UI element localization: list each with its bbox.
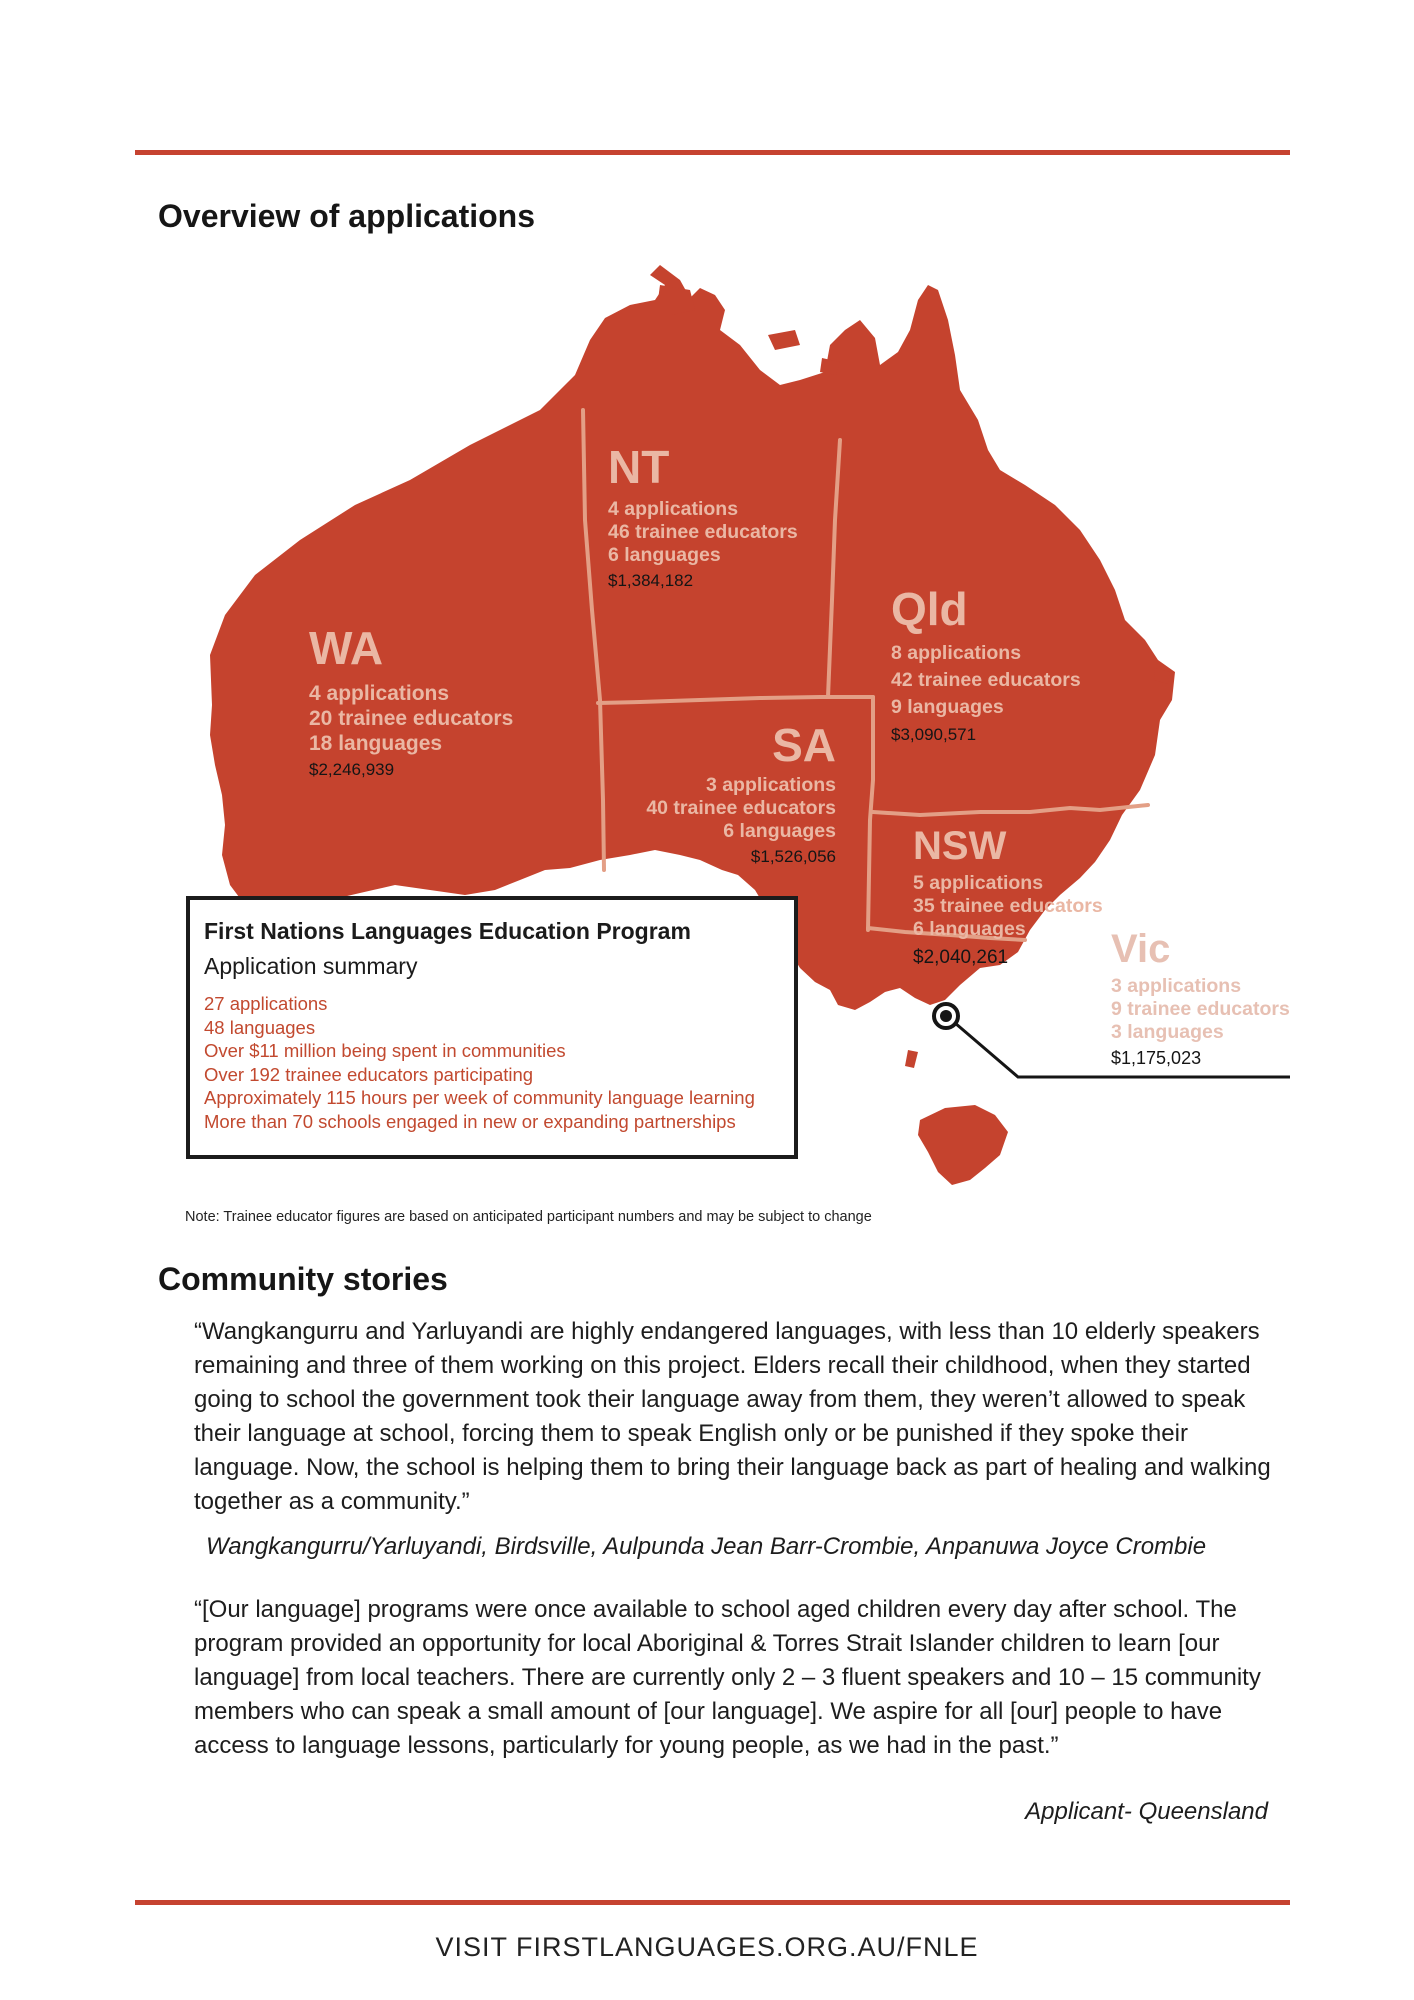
state-qld-languages: 9 languages <box>891 696 1004 718</box>
state-qld-abbr: Qld <box>891 583 968 635</box>
state-nsw-languages: 6 languages <box>913 918 1026 940</box>
summary-item: Over $11 million being spent in communities <box>204 1040 566 1061</box>
state-vic-abbr: Vic <box>1111 927 1171 971</box>
state-sa-abbr: SA <box>772 719 836 771</box>
state-wa-abbr: WA <box>309 622 384 674</box>
state-nt-funding: $1,384,182 <box>608 571 694 590</box>
tasmania-shape <box>918 1105 1008 1185</box>
state-nt-languages: 6 languages <box>608 544 721 566</box>
state-nt-abbr: NT <box>608 441 670 493</box>
summary-title: First Nations Languages Education Program <box>204 918 691 944</box>
section-title-community-stories: Community stories <box>158 1261 448 1297</box>
state-sa-applications: 3 applications <box>705 774 836 796</box>
summary-item: Over 192 trainee educators participating <box>204 1063 534 1085</box>
state-nsw-funding: $2,040,261 <box>913 947 1009 968</box>
state-nsw <box>913 826 1103 969</box>
application-summary-box <box>186 896 798 1159</box>
island-2 <box>768 330 800 350</box>
summary-item: Approximately 115 hours per week of community language learning <box>204 1087 755 1108</box>
section-title-overview: Overview of applications <box>158 198 535 234</box>
trainee-note: Note: Trainee educator figures are based on anticipated participant numbers and may be subject to change <box>185 1209 872 1225</box>
state-wa-funding: $2,246,939 <box>309 760 395 779</box>
state-vic-funding: $1,175,023 <box>1111 1048 1202 1068</box>
footer-website-link[interactable]: VISIT FIRSTLANGUAGES.ORG.AU/FNLE <box>435 1932 979 1962</box>
state-nsw-applications: 5 applications <box>913 872 1044 894</box>
story-quote-2: “[Our language] programs were once available to school aged children every day after school. The program provided an opportunity for local Aboriginal & Torres Strait Islander children to learn [our language] from local teachers. There are currently only 2 – 3 fluent speakers and 10 – 15 community members who can speak a small amount of [our language]. We aspire for all [our] people to have access to language lessons, particularly for young people, as we had in the past.” <box>194 1596 1261 1759</box>
state-qld-funding: $3,090,571 <box>891 725 977 744</box>
state-wa-educators: 20 trainee educators <box>309 707 514 730</box>
state-nsw-educators: 35 trainee educators <box>913 895 1103 917</box>
summary-item: More than 70 schools engaged in new or expanding partnerships <box>204 1110 736 1132</box>
state-qld-educators: 42 trainee educators <box>891 669 1081 691</box>
state-vic-applications: 3 applications <box>1111 975 1242 997</box>
state-sa-languages: 6 languages <box>723 820 836 842</box>
summary-subtitle: Application summary <box>204 953 418 979</box>
state-vic-languages: 3 languages <box>1111 1021 1224 1043</box>
state-nt <box>608 441 798 592</box>
state-sa-funding: $1,526,056 <box>750 847 836 866</box>
state-nt-applications: 4 applications <box>608 498 739 520</box>
summary-item: 48 languages <box>204 1016 316 1038</box>
state-nt-educators: 46 trainee educators <box>608 521 798 543</box>
island-4 <box>905 1050 918 1068</box>
story-attribution-2: Applicant- Queensland <box>1025 1798 1268 1825</box>
story-quote-1: “Wangkangurru and Yarluyandi are highly endangered languages, with less than 10 elderly speakers remaining and three of them working on this project. Elders recall their childhood, when they started going to school the government took their language away from them, they weren’t allowed to speak their language at school, forcing them to speak English only or be punished if they spoke their language. Now, the school is helping them to bring their language back as part of healing and walking together as a community.” <box>194 1318 1271 1515</box>
state-sa-educators: 40 trainee educators <box>646 797 836 819</box>
state-wa-applications: 4 applications <box>309 682 450 705</box>
story-attribution-1: Wangkangurru/Yarluyandi, Birdsville, Aulpunda Jean Barr-Crombie, Anpanuwa Joyce Crombie <box>206 1533 1207 1560</box>
state-qld <box>891 583 1081 746</box>
vic-marker-dot <box>940 1010 952 1022</box>
state-vic <box>1111 929 1290 1069</box>
state-nsw-abbr: NSW <box>913 824 1007 868</box>
state-sa <box>590 719 836 868</box>
bottom-rule <box>135 1900 1290 1905</box>
summary-list <box>204 992 780 1133</box>
state-wa-languages: 18 languages <box>309 732 443 755</box>
summary-item: 27 applications <box>204 993 328 1014</box>
state-qld-applications: 8 applications <box>891 642 1022 664</box>
state-vic-educators: 9 trainee educators <box>1111 998 1290 1020</box>
state-wa <box>309 622 514 781</box>
